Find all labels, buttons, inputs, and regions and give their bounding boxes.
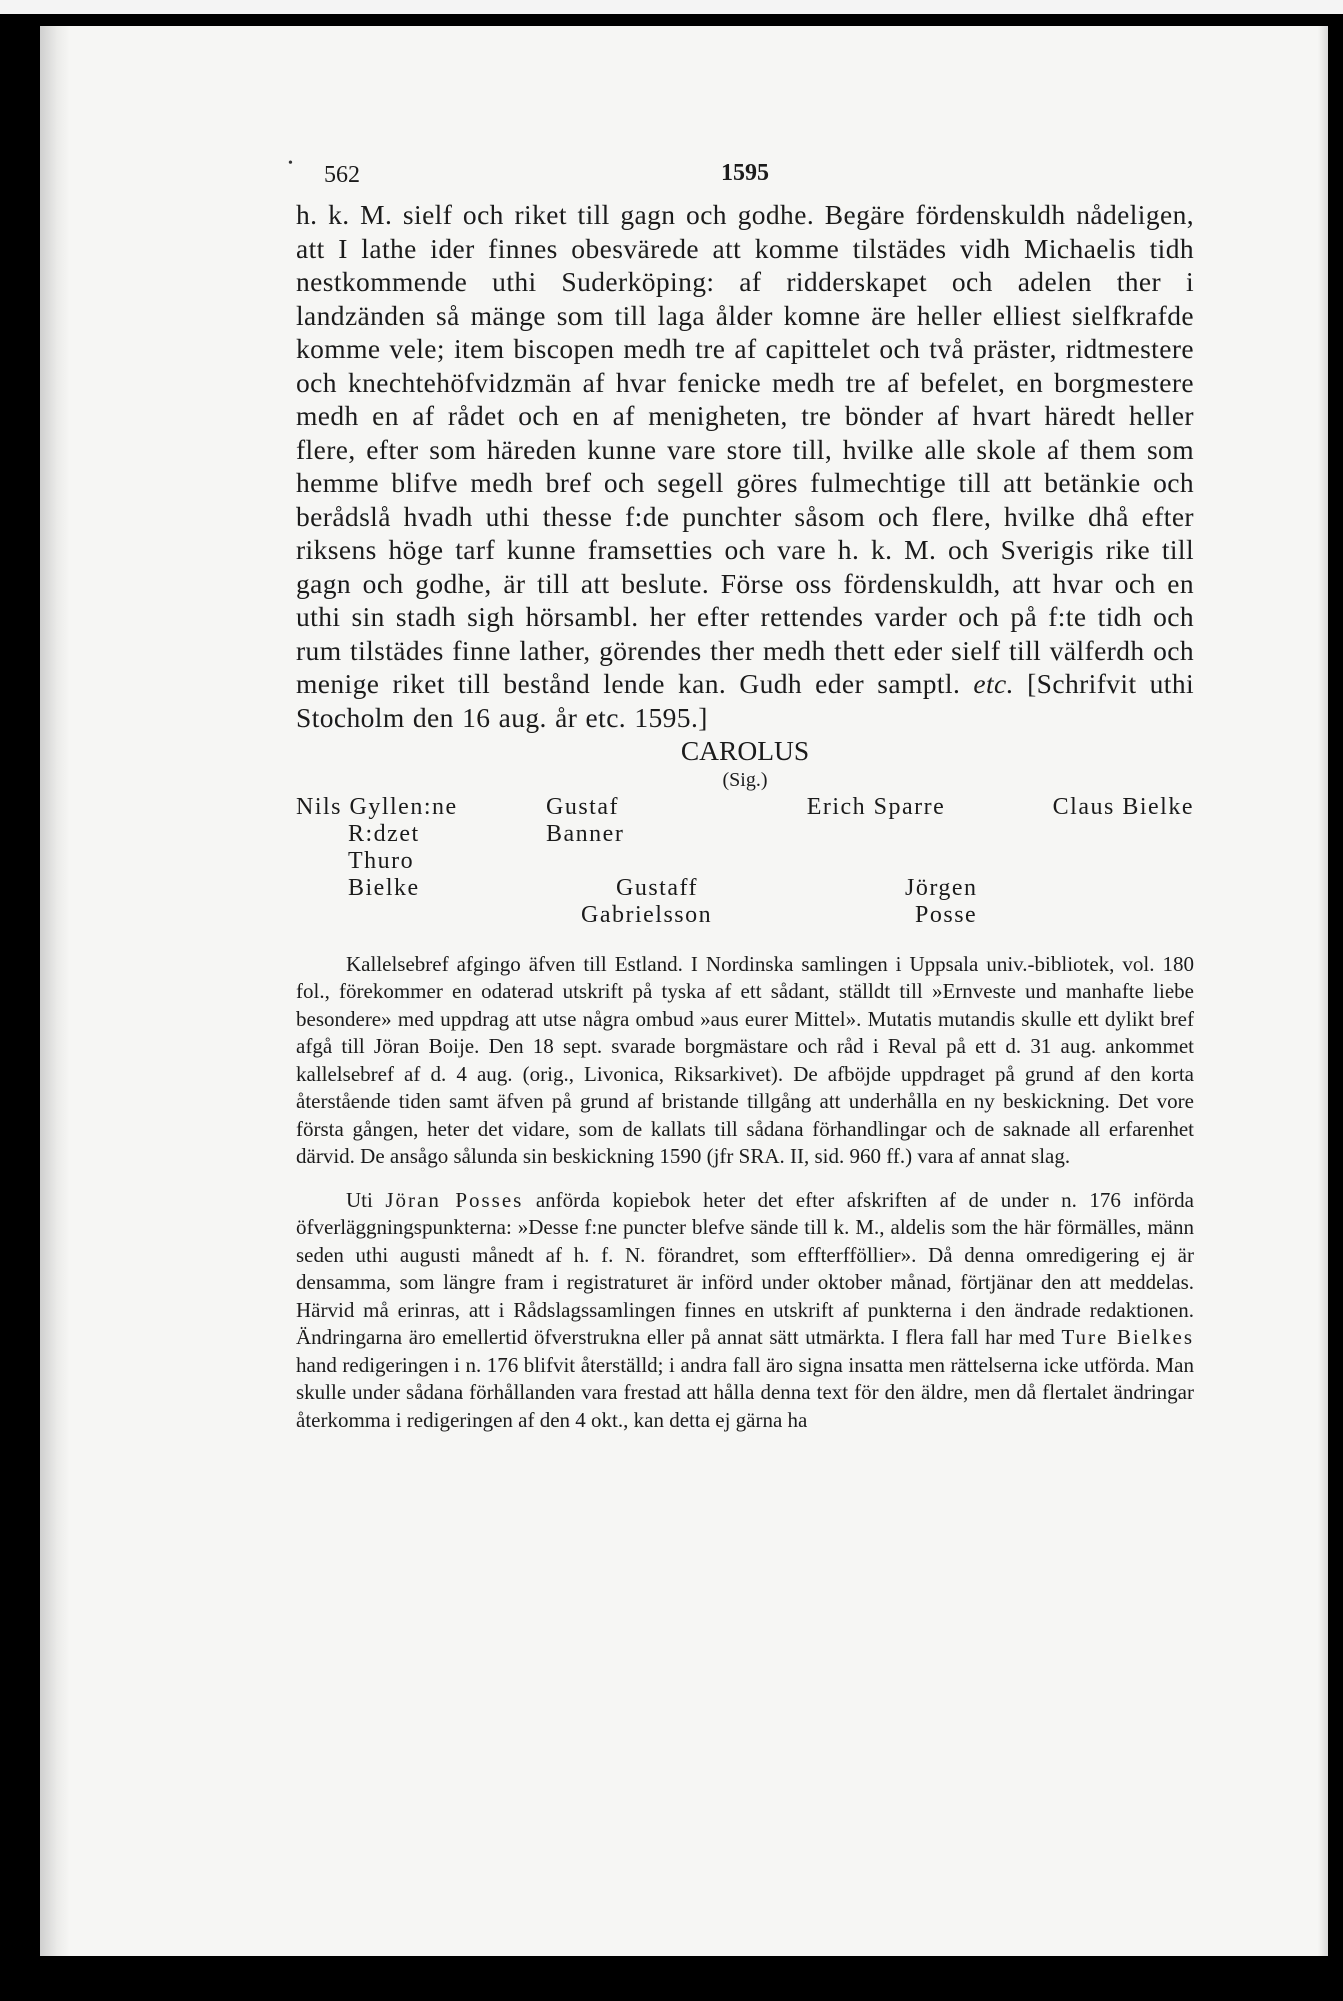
editorial-notes [296, 951, 1194, 1435]
page-binding-shadow [40, 26, 70, 1956]
signature-nils: Nils Gyllen:ne [296, 793, 458, 820]
signature-lower-spacer [296, 875, 546, 929]
signature-gustaf-surname: Banner [546, 820, 625, 847]
signature-claus: Claus Bielke [1052, 793, 1194, 820]
signature-gustaff-surname: Gabrielsson [581, 901, 713, 928]
signature-jorgen-surname: Posse [915, 901, 978, 928]
signature-gustaff: Gustaff [616, 874, 699, 901]
note-paragraph-2 [296, 1187, 1194, 1435]
stray-mark: • [288, 156, 293, 171]
note-paragraph-1: Kallelsebref afgingo äfven till Estland. I Nordinska samlingen i Uppsala univ.-bibliotek, vol. 180 fol., förekommer en odaterad utskrift på tyska af ett sådant, ställdt till »Ernveste und manhafte liebe besondere» med uppdrag att utse några ombud »aus eurer Mittel». Mutatis mutandis skulle ett dylikt bref afgå till Jöran Boije. Den 18 sept. svarade borgmästare och råd i Reval på ett d. 31 aug. ankommet kallelsebref af d. 4 aug. (orig., Livonica, Riksarkivet). De afböjde uppdraget på grund af den korta återstående tiden samt äfven på grund af bristande tillgång att underhålla en ny beskickning. Det vore första gången, heter det vidare, som de kallats till sådana förhandlingar och de saknade all erfarenhet därvid. De ansågo sålunda sin beskickning 1590 (jfr SRA. II, sid. 960 ff.) vara af annat slag. [296, 951, 1194, 1168]
signature-thuro-surname: Bielke [348, 874, 420, 901]
page-content [296, 150, 1194, 1434]
signature-nils-title: R:dzet [348, 820, 420, 847]
signature-jorgen: Jörgen [905, 874, 978, 901]
letter-text: h. k. M. sielf och riket till gagn och godhe. Begäre fördenskuldh nådeligen, att I lathe ider finnes obesvärede att komme tilstädes vidh Michaelis tidh nestkommende uthi Suderköping: af ridderskapet och adelen ther i landzänden så mänge som till laga ålder komne äre heller elliest sielfkrafde komme vele; item biscopen medh tre af capittelet och två präster, ridtmestere och knechtehöfvidzmän af hvar fenicke medh tre af befelet, en borgmestere medh en af rådet och en af menigheten, tre bönder af hvart häredt heller flere, efter som häreden kunne vare store till, hvilke alle skole af them som hemme blifve medh bref och segell göres fulmechtige till att betänkie och berådslå hvadh uthi thesse f:de punchter såsom och flere, hvilke dhå efter riksens höge tarf kunne framsetties och vare h. k. M. och Sverigis rike till gagn och godhe, är till att beslute. Förse oss fördenskuldh, att hvar och en uthi sin stadh sigh hörsambl. her efter rettendes varder och på f:te tidh och rum tilstädes finne lather, görendes ther medh thett eder sielf till välferdh och menige riket till bestånd lende kan. Gudh eder samptl. [296, 199, 1194, 699]
page-number: 562 [324, 162, 360, 188]
letter-etc: etc. [973, 668, 1014, 699]
letter-date-bracket: [Schrifvit uthi Stocholm den 16 aug. år etc. 1595.] [296, 668, 1195, 733]
note-2-text-a: Uti [346, 1187, 386, 1212]
note-2-text-c: hand redigeringen i n. 176 blifvit återställd; i andra fall äro signa insatta men rättelserna icke utförda. Man skulle under sådana förhållanden vara frestad att hålla denna text för den äldre, men då flertalet ändringar återkomma i redigeringen af den 4 okt., kan detta ej gärna ha [296, 1352, 1194, 1432]
scan-top-margin [0, 0, 1343, 14]
note-2-name-posse: Jöran Posses [385, 1187, 524, 1212]
signature-thuro: Thuro [348, 847, 415, 874]
page-right-edge [1318, 26, 1328, 1956]
note-2-name-bielke: Ture Bielkes [1061, 1325, 1194, 1349]
signature-jorgen-block [887, 875, 1194, 929]
note-2-text-b: anförda kopiebok heter det efter afskriften af de under n. 176 införda öfverläggningspunkterna: »Desse f:ne puncter blefve sände till k. M., aldelis som the här förmälles, männ seden uthi augusti månedt af h. f. N. förandret, som effterfföllier». Då denna omredigering ej är densamma, som längre fram i registraturet är införd under oktober månad, förtjänar den att meddelas. Härvid må erinras, att i Rådslagssamlingen finnes en utskrift af punkterna i den ändrade redaktionen. Ändringarna äro emellertid öfverstrukna eller på annat sätt utmärkta. I flera fall har med [296, 1187, 1194, 1349]
letter-body [296, 198, 1194, 734]
running-head [296, 150, 1194, 190]
signature-erich: Erich Sparre [806, 793, 946, 820]
signatures-lower [296, 875, 1194, 929]
seal-note: (Sig.) [722, 768, 768, 791]
running-year: 1595 [721, 160, 769, 186]
signer-name: CAROLUS [680, 735, 810, 766]
signature-gustaf: Gustaf [546, 793, 619, 820]
